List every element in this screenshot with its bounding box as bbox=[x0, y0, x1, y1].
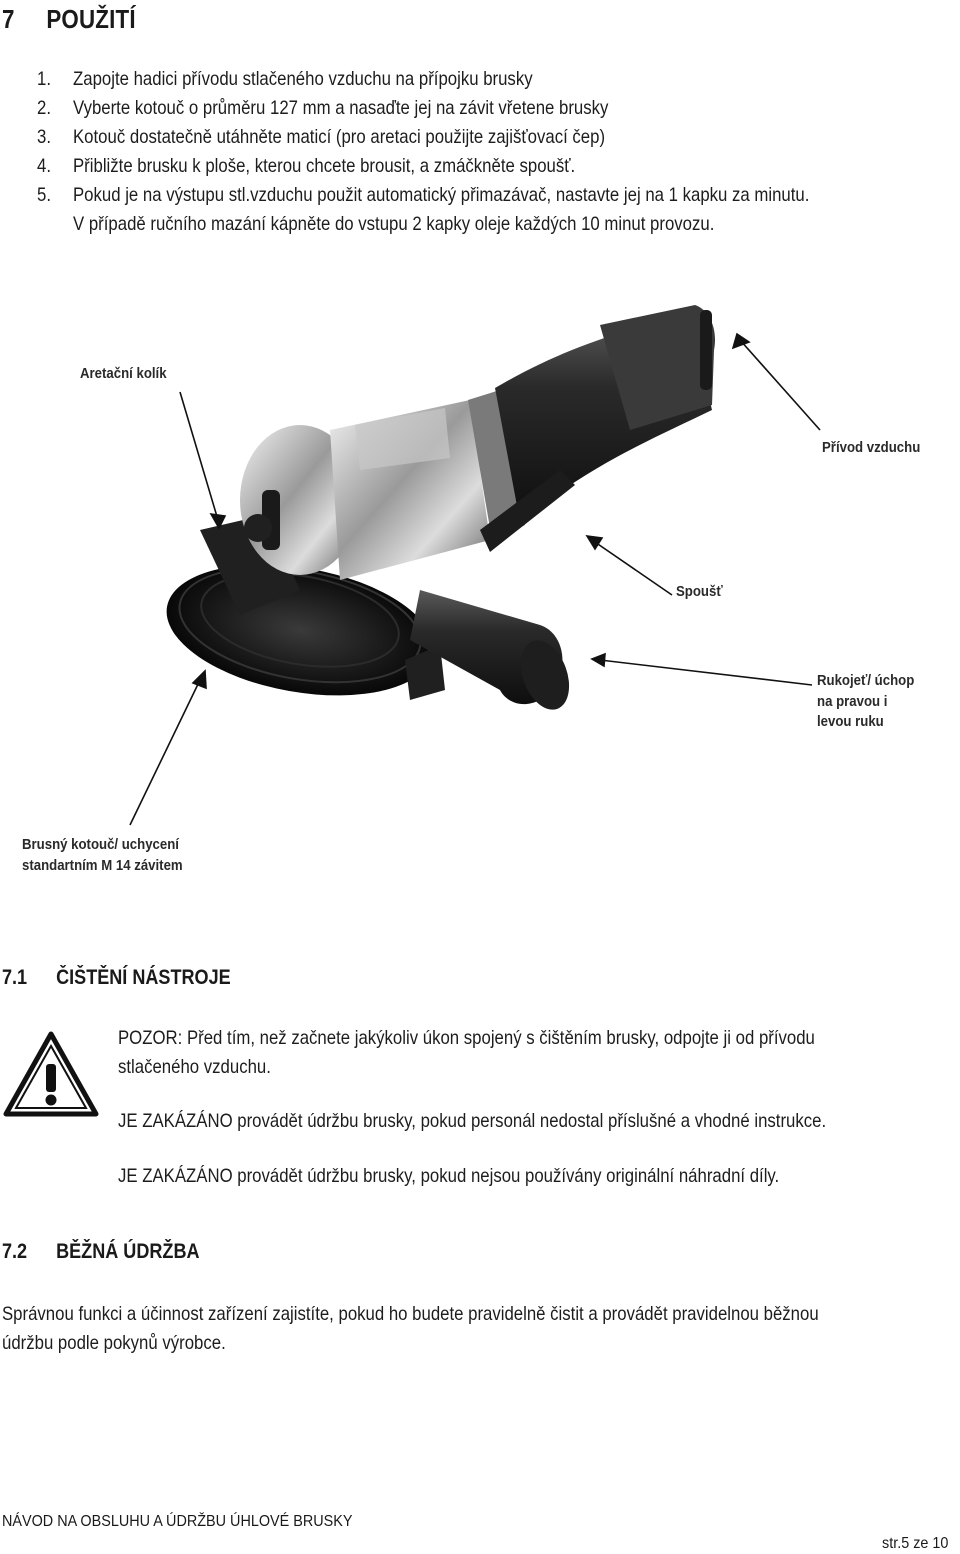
rule-text-2: JE ZAKÁZÁNO provádět údržbu brusky, pokud nejsou používány originální náhradní díly. bbox=[118, 1165, 780, 1187]
footer-doc-title: NÁVOD NA OBSLUHU A ÚDRŽBU ÚHLOVÉ BRUSKY bbox=[2, 1513, 353, 1530]
rule-text-1: JE ZAKÁZÁNO provádět údržbu brusky, pokud personál nedostal příslušné a vhodné instrukce. bbox=[118, 1110, 827, 1132]
section-title: POUŽITÍ bbox=[46, 4, 136, 34]
maintenance-text-line2: údržbu podle pokynů výrobce. bbox=[2, 1332, 226, 1354]
warning-text-line2: stlačeného vzduchu. bbox=[118, 1056, 271, 1078]
grinder-figure bbox=[0, 290, 960, 900]
label-handle-3: levou ruku bbox=[817, 713, 884, 730]
subsection-heading-maintenance: 7.2 BĚŽNÁ ÚDRŽBA bbox=[2, 1240, 200, 1263]
section-number: 7 bbox=[2, 4, 15, 34]
subsection-heading-cleaning: 7.1 ČIŠTĚNÍ NÁSTROJE bbox=[2, 966, 231, 989]
footer-page-number: str.5 ze 10 bbox=[882, 1535, 949, 1552]
label-disc-2: standartním M 14 závitem bbox=[22, 857, 183, 874]
warning-triangle-icon bbox=[2, 1030, 100, 1118]
maintenance-text-line1: Správnou funkci a účinnost zařízení zajistíte, pokud ho budete pravidelně čistit a provádět pravidelnou běžnou bbox=[2, 1303, 819, 1325]
label-air-inlet: Přívod vzduchu bbox=[822, 439, 921, 456]
label-disc-1: Brusný kotouč/ uchycení bbox=[22, 836, 179, 853]
label-handle-2: na pravou i bbox=[817, 693, 888, 710]
label-trigger: Spoušť bbox=[676, 583, 723, 600]
label-locking-pin: Aretační kolík bbox=[80, 365, 167, 382]
label-handle-1: Rukojeť/ úchop bbox=[817, 672, 915, 689]
section-heading bbox=[2, 4, 136, 35]
warning-text-line1: POZOR: Před tím, než začnete jakýkoliv úkon spojený s čištěním brusky, odpojte ji od přívodu bbox=[118, 1027, 815, 1049]
